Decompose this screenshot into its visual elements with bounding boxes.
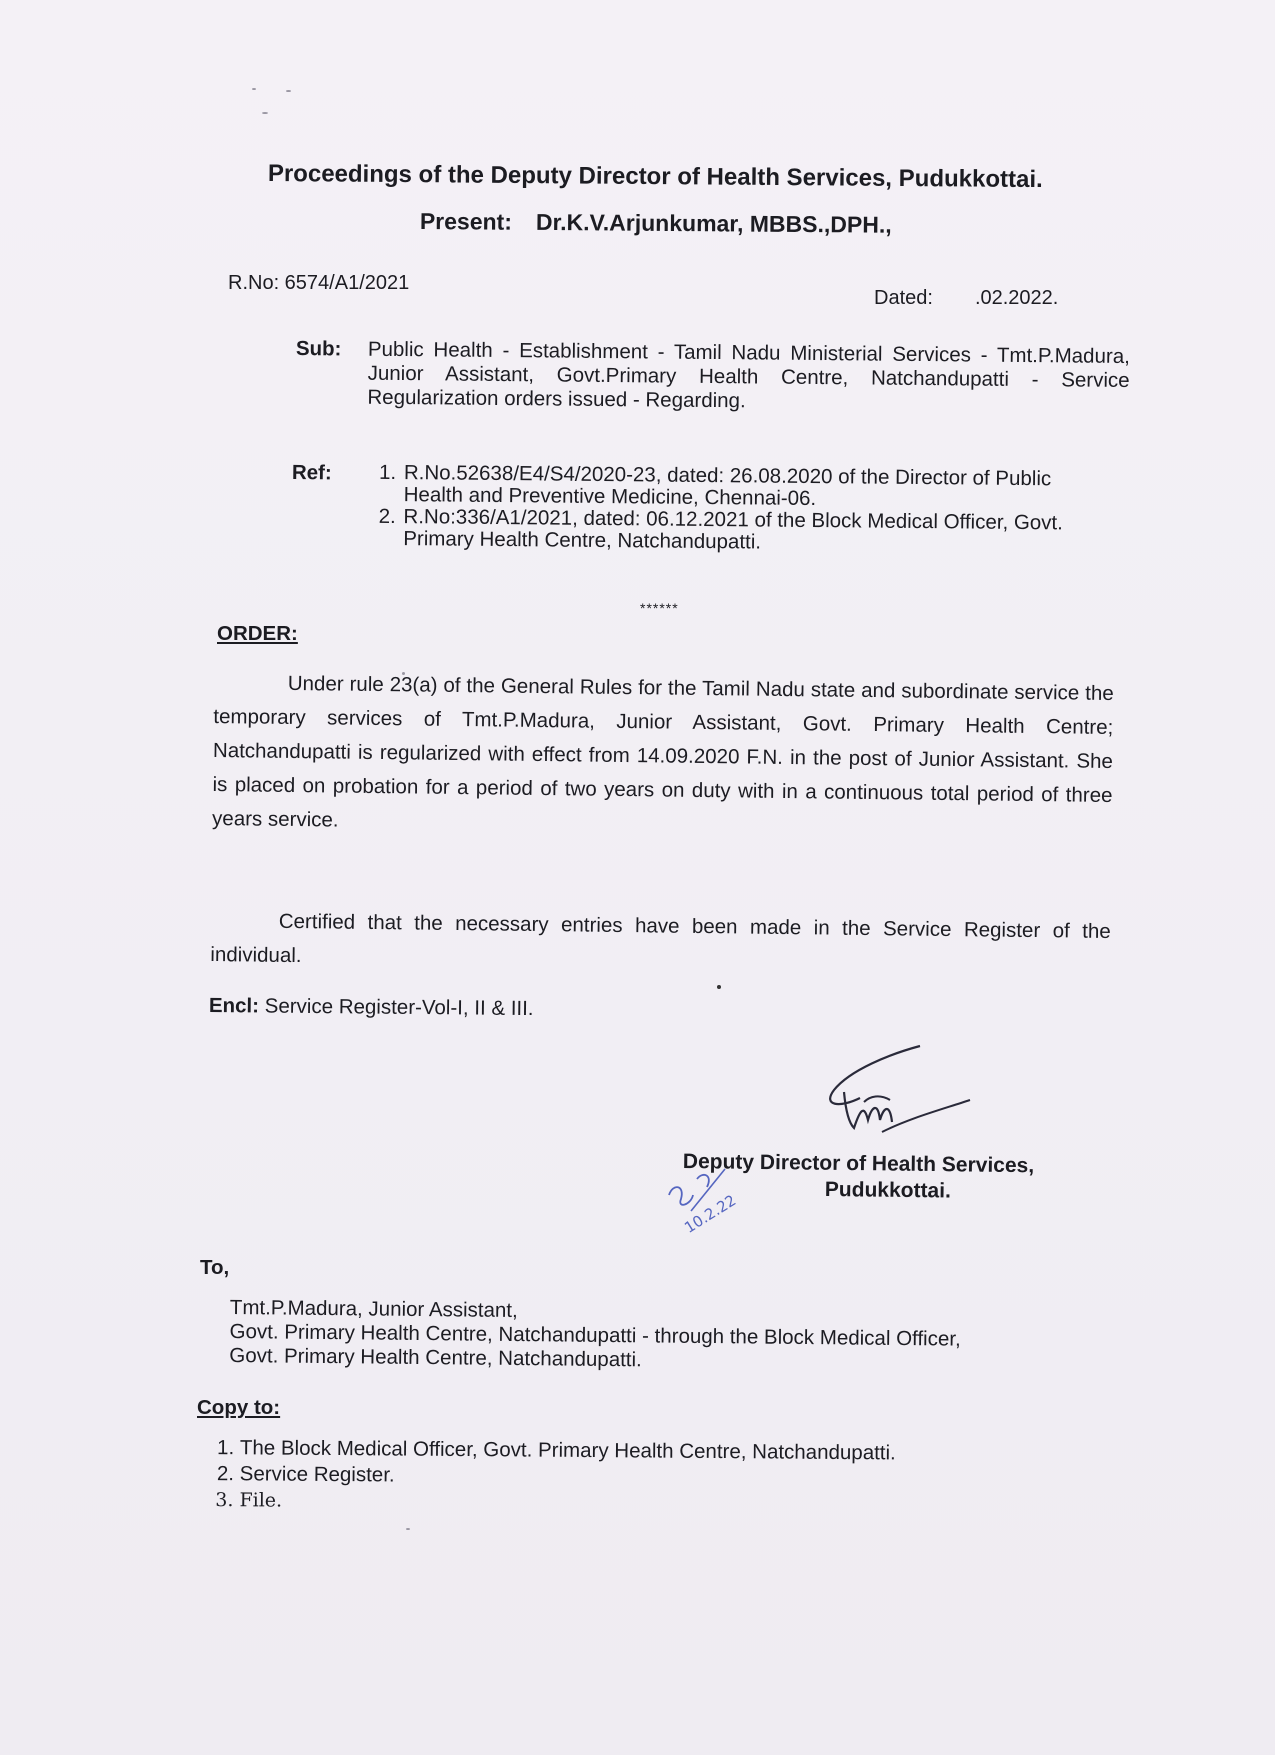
copy-to-item: 2. Service Register. [240, 1461, 896, 1492]
addressee-line: Govt. Primary Health Centre, Natchandupatti - through the Block Medical Officer, [229, 1319, 961, 1351]
subject-label: Sub: [295, 337, 342, 361]
dated-label: Dated: [874, 287, 933, 309]
signature-icon [820, 1040, 980, 1150]
present-name: Dr.K.V.Arjunkumar, MBBS.,DPH., [535, 208, 892, 238]
signatory-place: Pudukkottai. [824, 1178, 952, 1203]
addressee-line: Govt. Primary Health Centre, Natchandupatti. [229, 1343, 642, 1372]
references-list [291, 461, 1132, 557]
present-line [420, 208, 892, 239]
to-heading: To, [200, 1256, 230, 1279]
subject-block [295, 337, 1130, 417]
references-block [291, 461, 1132, 557]
scan-speck [406, 1528, 410, 1530]
certification-paragraph: Certified that the necessary entries have been made in the Service Register of the individual. [210, 909, 1111, 968]
copy-to-item: 1. The Block Medical Officer, Govt. Primary Health Centre, Natchandupatti. [240, 1435, 896, 1466]
reference-item: 1. R.No.52638/E4/S4/2020-23, dated: 26.08.2020 of the Director of Public Health and Preventive Medicine, Chennai-06. [402, 462, 1064, 512]
page-title: Proceedings of the Deputy Director of Health Services, Pudukkottai. [267, 160, 1043, 194]
initials-date: 10.2.22 [681, 1191, 740, 1237]
copy-to-list [205, 1435, 895, 1518]
separator-stars: ****** [640, 600, 679, 616]
order-heading: ORDER: [217, 622, 298, 645]
enclosure-line [209, 994, 534, 1021]
order-paragraph: Under rule 23(a) of the General Rules for the Tamil Nadu state and subordinate service the temporary services of Tmt.P.Madura, Junior Assistant, Govt. Primary Health Centre; Natchandupatti is regularized with effect from 14.09.2020 F.N. in the post of Junior Assistant. She is placed on probation for a period of two years on duty with in a continuous total period of three years service. [211, 671, 1114, 832]
initials-ink-mark [663, 1165, 773, 1245]
signatory-designation: Deputy Director of Health Services, [682, 1150, 1035, 1178]
scan-speck [252, 88, 256, 90]
scan-speck [286, 90, 291, 92]
reference-number: R.No: 6574/A1/2021 [228, 272, 410, 294]
reference-item: 2. R.No:336/A1/2021, dated: 06.12.2021 of the Block Medical Officer, Govt. Primary Health Centre, Natchandupatti. [401, 506, 1063, 556]
enclosure-text: Service Register-Vol-I, II & III. [264, 994, 534, 1021]
copy-to-item: 3. File. [239, 1487, 895, 1518]
present-label: Present: [419, 208, 513, 235]
scan-speck [262, 112, 268, 114]
copy-to-heading: Copy to: [197, 1396, 281, 1419]
subject-text: Public Health - Establishment - Tamil Nadu Ministerial Services - Tmt.P.Madura, Junior Assistant, Govt.Primary Health Centre, Natchandupatti - Service Regularization orders issued - Regarding. [367, 337, 1130, 413]
addressee-line: Tmt.P.Madura, Junior Assistant, [229, 1296, 518, 1323]
dated-value: .02.2022. [974, 287, 1059, 309]
scan-speck [717, 985, 721, 989]
dated-line [874, 287, 1058, 310]
enclosure-label: Encl: [208, 994, 260, 1018]
addressee-block [229, 1296, 961, 1376]
references-label: Ref: [291, 461, 332, 485]
